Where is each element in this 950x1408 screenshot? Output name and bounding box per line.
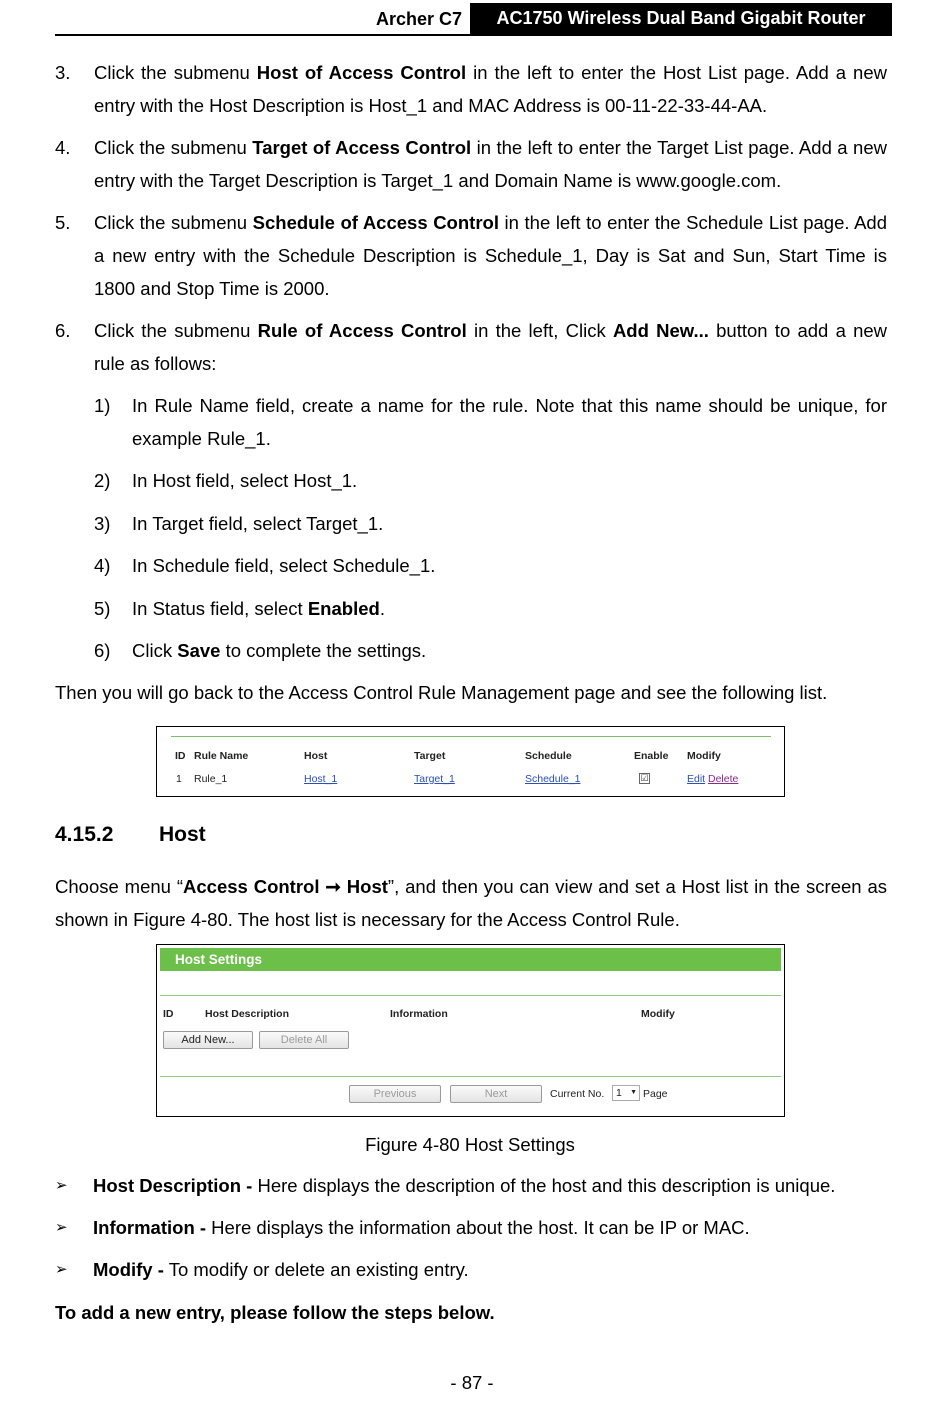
- intro-menu: Access Control: [183, 876, 320, 897]
- after-steps-text: Then you will go back to the Access Control Rule Management page and see the following list.: [55, 682, 828, 703]
- bullet-desc: To modify or delete an existing entry.: [163, 1259, 469, 1280]
- row-target-link[interactable]: Target_1: [414, 773, 455, 785]
- bullet-modify: [55, 1253, 887, 1286]
- col-header-rule-name: Rule Name: [194, 750, 249, 762]
- host-settings-title: Host Settings: [175, 952, 263, 967]
- previous-button[interactable]: Previous: [349, 1085, 441, 1103]
- substep-text: In Host field, select Host_1.: [132, 470, 358, 491]
- col-header-modify: Modify: [641, 1008, 675, 1020]
- substep-text: to complete the settings.: [220, 640, 427, 661]
- row-rule-name: Rule_1: [194, 773, 228, 785]
- col-header-schedule: Schedule: [525, 750, 572, 762]
- step-number: 5.: [55, 212, 71, 233]
- substep-number: 6): [94, 640, 111, 661]
- row-edit-link[interactable]: Edit: [687, 773, 706, 785]
- substep-number: 5): [94, 598, 111, 619]
- col-header-modify: Modify: [687, 750, 721, 762]
- substep-number: 2): [94, 470, 111, 491]
- bullet-desc: Here displays the description of the host and this description is unique.: [252, 1175, 836, 1196]
- substep-text: Click: [132, 640, 178, 661]
- step-button-name: Add New...: [612, 320, 709, 341]
- col-header-enable: Enable: [634, 750, 669, 762]
- section-title: Host: [159, 823, 206, 846]
- step-menu-name: Rule of Access Control: [257, 320, 467, 341]
- substep-3: [94, 507, 887, 540]
- step-text: Click the submenu: [94, 62, 257, 83]
- step-text: Click the submenu: [94, 137, 253, 158]
- bullet-term: Information -: [93, 1217, 207, 1238]
- next-button[interactable]: Next: [450, 1085, 542, 1103]
- substep-text: .: [379, 598, 385, 619]
- substep-5: [94, 592, 887, 625]
- chevron-down-icon: ▼: [630, 1089, 637, 1096]
- step-menu-name: Schedule of Access Control: [252, 212, 499, 233]
- step-4: [55, 131, 887, 197]
- step-6: [55, 314, 887, 380]
- substep-text: In Rule Name field, create a name for the rule. Note that this name should be unique, for example Rule_1.: [132, 395, 887, 449]
- substep-text: In Target field, select Target_1.: [132, 513, 384, 534]
- header-model: Archer C7: [375, 9, 462, 29]
- step-number: 3.: [55, 62, 71, 83]
- host-settings-figure: [156, 944, 785, 1117]
- substep-number: 4): [94, 555, 111, 576]
- col-header-host-description: Host Description: [205, 1008, 290, 1020]
- bullet-term: Modify -: [93, 1259, 164, 1280]
- substep-text: In Schedule field, select Schedule_1.: [132, 555, 436, 576]
- bullet-term: Host Description -: [93, 1175, 253, 1196]
- host-settings-title-bar: [160, 948, 781, 971]
- arrow-bullet-icon: ➢: [55, 1219, 68, 1236]
- substep-4: [94, 549, 887, 582]
- step-text: in the left to enter the Schedule List page. Add a new entry with the Schedule Description is Schedule_1, Day is Sat and Sun, Start Time is 1800 and Stop Time is 2000.: [94, 212, 887, 299]
- step-5: [55, 206, 887, 305]
- row-schedule-link[interactable]: Schedule_1: [525, 773, 581, 785]
- col-header-id: ID: [175, 750, 186, 762]
- substep-bold: Save: [177, 640, 221, 661]
- footer-rule: [160, 1076, 781, 1077]
- step-3: [55, 56, 887, 122]
- step-text: in the left, Click: [466, 320, 613, 341]
- step-text: in the left to enter the Host List page. Add a new entry with the Host Description is Host_1 and MAC Address is 00-11-22-33-44-AA.: [94, 62, 887, 116]
- page-select-value: 1: [616, 1087, 622, 1099]
- row-enable-checkbox[interactable]: ☑: [640, 773, 649, 783]
- step-number: 4.: [55, 137, 71, 158]
- figure-caption: Figure 4-80 Host Settings: [365, 1134, 575, 1155]
- col-header-information: Information: [390, 1008, 448, 1020]
- col-header-target: Target: [414, 750, 446, 762]
- step-text: in the left to enter the Target List page. Add a new entry with the Target Description is Target_1 and Domain Name is www.google.com.: [94, 137, 887, 191]
- intro-text: Choose menu “: [55, 876, 184, 897]
- page-header: [55, 3, 892, 36]
- table-top-rule: [171, 736, 771, 737]
- step-menu-name: Target of Access Control: [252, 137, 472, 158]
- closing-instruction: To add a new entry, please follow the steps below.: [55, 1302, 495, 1323]
- row-id: 1: [176, 773, 182, 785]
- arrow-icon: ➞: [319, 876, 347, 897]
- col-header-id: ID: [163, 1008, 174, 1020]
- col-header-host: Host: [304, 750, 328, 762]
- substep-bold: Enabled: [307, 598, 380, 619]
- substep-6: [94, 634, 887, 667]
- bullet-desc: Here displays the information about the host. It can be IP or MAC.: [206, 1217, 750, 1238]
- header-rule: [160, 995, 781, 996]
- step-text: Click the submenu: [94, 320, 258, 341]
- arrow-bullet-icon: ➢: [55, 1261, 68, 1278]
- arrow-bullet-icon: ➢: [55, 1177, 68, 1194]
- page-number: - 87 -: [450, 1372, 494, 1393]
- step-text: Click the submenu: [94, 212, 253, 233]
- section-heading: [55, 823, 206, 847]
- add-new-button[interactable]: Add New...: [163, 1031, 253, 1049]
- step-text: button to add a new rule as follows:: [94, 320, 888, 374]
- step-menu-name: Host of Access Control: [256, 62, 467, 83]
- current-no-label: Current No.: [550, 1088, 605, 1100]
- row-delete-link[interactable]: Delete: [708, 773, 739, 785]
- delete-all-button[interactable]: Delete All: [259, 1031, 349, 1049]
- substep-number: 3): [94, 513, 111, 534]
- page-select[interactable]: [612, 1085, 640, 1101]
- page-label: Page: [643, 1088, 668, 1100]
- header-title: AC1750 Wireless Dual Band Gigabit Router: [470, 3, 892, 34]
- step-number: 6.: [55, 320, 71, 341]
- substep-1: [94, 389, 887, 455]
- rule-list-figure: [156, 726, 785, 797]
- section-number: 4.15.2: [55, 823, 114, 846]
- substep-number: 1): [94, 395, 111, 416]
- intro-text: ”, and then you can view and set a Host list in the screen as shown in Figure 4-80. The host list is necessary for the Access Control Rule.: [55, 876, 888, 930]
- bullet-information: [55, 1211, 887, 1244]
- substep-text: In Status field, select: [132, 598, 308, 619]
- substep-2: [94, 464, 887, 497]
- intro-paragraph: [55, 870, 887, 936]
- intro-submenu: Host: [346, 876, 388, 897]
- row-host-link[interactable]: Host_1: [304, 773, 338, 785]
- bullet-host-description: [55, 1169, 887, 1202]
